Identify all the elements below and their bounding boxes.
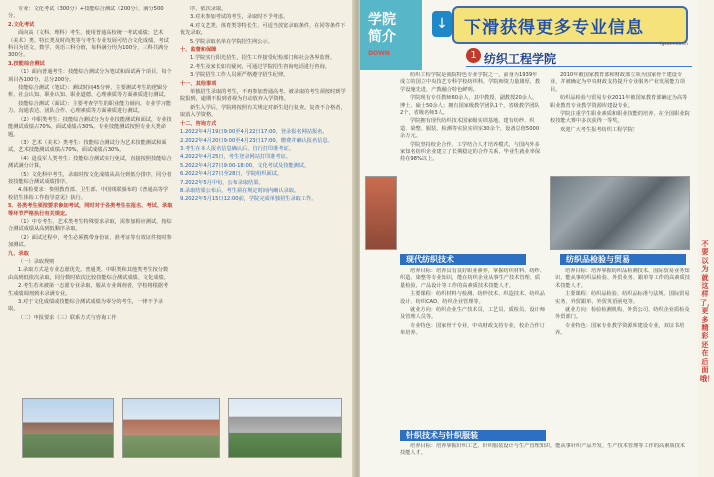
left-col2-para: 1.2022年4月19日9:00至4月22日17:00，登录报名网站报名。 [180, 129, 328, 136]
section-tab-line2: 简介 [368, 29, 396, 45]
left-column-2 [180, 6, 348, 386]
left-col2-para: 序，依次录取。 [190, 6, 227, 12]
tech-text-para: 就业方向：纺织企业生产技术员、工艺员、质检员、设计师及管理人员等。 [400, 307, 545, 321]
left-col1-para: （5）文化科中考生，录取时按文化成绩从高分到低分排序，同分者按技能综合测试成绩排序。 [8, 171, 172, 185]
left-col2-para: 7.2022年5月中旬，公布录取结果。 [180, 179, 264, 186]
left-col1-para: 九、录取 [8, 250, 29, 257]
left-col2-para: 十一、其他事项 [180, 80, 217, 87]
left-col1-para: 4.体检要求：参照教育部、卫生部、中国残联颁布的《普通高等学校招生体检工作指导意见》执行。 [8, 187, 169, 201]
left-col2-para: 单独招生录取的考生，不再参加普通高考。被录取的考生须按时到学院报到，逾期不报到者视为自动放弃入学资格。 [180, 89, 346, 103]
left-col2-para: 5.学院录取名单在学院招生网公示。 [190, 38, 273, 45]
left-col2-para: 4.对文艺类、体育类等特长生，可适当放宽录取条件，在同等条件下优先录取。 [180, 22, 346, 37]
design-text-para: 专业特色：国家专业教学资源库建设专业，双证书培养。 [555, 322, 685, 337]
section-tab-title [368, 12, 396, 46]
left-col1-para: 3.技能综合测试 [8, 60, 45, 67]
left-col1-para: （2）中职类考生：技能综合测试分为专业技能测试和面试，专业技能测试成绩占70%，面试成绩占30%。专业技能测试按照专业大类命题。 [8, 116, 172, 138]
college-logo-icon: 1 [466, 48, 481, 63]
left-col2-para: 8.录取结果公布后，考生须在规定时间内确认录取。 [180, 187, 300, 194]
left-col1-para: （4）退役军人类考生：技能综合测试实行免试，直接按照技能综合测试满分计算。 [8, 155, 172, 170]
left-col1-para: 技能综合测试（面试）：主要考查学生的职业能力倾向、专业学习能力、沟通表达、团队合作、心理素质等方面素质进行测试。 [8, 100, 172, 115]
campus-photo-2 [122, 398, 220, 458]
left-col1-para: 5．各类考生须按要求参加考试，同时对于各类考生在报名、考试、录取等环节严格执行有关规定。 [8, 203, 173, 217]
intro-column-right [550, 72, 690, 184]
left-col2-para: 5.2022年4月27日9:00-18:00，文化考试及技能测试。 [180, 162, 310, 169]
tech-text-para: 专业特色：国家骨干专业，中央财政支持专业，校企合作订单培养。 [400, 322, 545, 337]
left-col2-para: 9.2022年5月15日12:00前，学院完成单独招生录取工作。 [180, 196, 317, 203]
left-page [0, 0, 355, 477]
school-url: fgcat.edu.cn [660, 42, 689, 47]
left-col1-para: 2.考生若未被第一志愿专业录取，服从专业调剂者，学校将根据考生成绩调剂到未录满专业。 [8, 283, 169, 297]
left-col1-para: （二）申报要求（三）联系方式与咨询工作 [18, 314, 117, 321]
college-name: 纺织工程学院 [484, 52, 557, 66]
design-text-para: 培养目标：培养掌握纺织品检测技术、国际贸易业务知识，能从事纺织品检验、外贸业务、跟单等工作的高素质技术技能人才。 [555, 268, 690, 289]
banner-text: 下滑获得更多专业信息 [464, 18, 644, 38]
section-tab-line1: 学院 [368, 12, 396, 28]
knit-text [400, 443, 690, 473]
design-text-para: 就业方向：检验检测机构、外贸公司、纺织企业质检及外贸部门。 [555, 307, 690, 321]
right-intro-right-para: 2010年被国家教育部和财政部立项为国家骨干建设专业，并被确定为中央财政支持提升专业服务产业发展能力项目。 [550, 72, 685, 93]
left-col1-para: （1）面向普通考生：技能综合测试分为笔试和面试两个项目，每个项目各100分，总分200分。 [8, 69, 172, 83]
right-intro-left-para: 学院拥有现代纺织技术国家级实训基地，建有纺纱、织造、染整、服装、检测等实验实训室30余个，设备总值5000余万元。 [400, 118, 540, 140]
section-header-design: 纺织品检验与贸易 [560, 254, 686, 265]
left-col1-para: （2）面试过程中，考生必须携带身份证、准考证等有效证件按时参加测试。 [8, 234, 172, 249]
title-divider [466, 66, 692, 67]
design-text-para: 主要课程：纺织品检验、纺织品标准与法规、国际贸易实务、外贸跟单、外贸英语函电等。 [555, 291, 690, 305]
tech-text-para: 培养目标：培养具有良好职业素养，掌握纺织材料、纺纱、织造、染整等专业知识，能在纺织企业从事生产技术管理、质量检验、产品设计等工作的高素质技术技能人才。 [400, 268, 545, 289]
section-header-tech: 现代纺织技术 [400, 254, 526, 265]
left-col1-para: （一）录取规则 [18, 259, 55, 265]
tech-text [400, 268, 545, 414]
left-column-1 [8, 6, 173, 392]
left-col2-para: 新生入学后，学院将按照有关规定对新生进行复查。复查不合格者，取消入学资格。 [180, 104, 346, 119]
right-intro-left-para: 学院现有专任教师60余人，其中教授、副教授20余人，博士、硕士50余人；拥有国家级教学团队1个，省级教学团队2个，省级名师3人。 [400, 95, 540, 117]
left-col1-para: 面向高（文科、理科）考生，使用普通高校统一考试成绩；艺术（美术）类、特长类及时尚类等与考生专业发展可结合文化成绩，考试科目为语文、数学、英语三科分值，每科满分均为100分，三科共满分300分。 [8, 30, 169, 59]
left-col1-para: （1）中专考生、艺术类考生特殊要求录取，需参加相应测试，按综合测试成绩从高到低顺序录取。 [8, 218, 172, 233]
right-intro-left-para: 学院坚持校企合作、工学结合人才培养模式，与国内外多家知名纺织企业建立了长期稳定的合作关系，毕业生就业率保持在98%以上。 [400, 141, 541, 163]
design-text [555, 268, 690, 414]
left-col1-para: 技能综合测试（笔试）：测试时间45分钟，主要测试考生的逻辑分析、社会认知、职业认知、职业道德、心理素质等方面素质进行测试。 [8, 85, 169, 99]
right-intro-right-para: 纺织品检验与贸易专业2011年被国家教育部确定为高等职业教育专业教学资源库建设专业。 [550, 95, 688, 109]
left-col1-para: 专业：文化考试（300分）+技能综合测试（200分），满分500分。 [8, 6, 164, 20]
left-col2-para: 十、监督和保障 [180, 47, 217, 54]
section-header-knit: 针织技术与针织服装 [400, 430, 546, 441]
left-col2-para: 4.2022年4月25日，考生登录网站打印准考证。 [180, 154, 292, 161]
left-col2-para: 3.对未参加考试的考生，录取时不予考虑。 [190, 14, 289, 21]
left-col2-para: 2.2022年4月20日9:00至4月23日17:00，缴费并确认报名信息。 [180, 137, 333, 144]
left-col1-para: （3）艺术（美术）类考生：技能综合测试分为艺术技能测试和面试。艺术技能测试成绩占70%，面试成绩占30%。 [8, 139, 167, 154]
lab-photo [550, 176, 690, 250]
left-col2-para: 3.考生在本人报名信息确认后，自行打印准考证。 [180, 145, 294, 152]
left-col2-para: 十二、咨询方式 [180, 120, 217, 127]
down-arrow-icon: ↓ [432, 11, 452, 37]
page-edge [698, 0, 714, 477]
intro-column-left [400, 72, 542, 184]
tech-text-para: 主要课程：纺织材料与检测、纺纱技术、织造技术、纺织品设计、纺织CAD、纺织企业管理等。 [400, 291, 545, 305]
left-col1-para: 3.对于文化成绩或技能综合测试成绩为零分的考生，一律不予录取。 [8, 299, 164, 313]
right-intro-right-para: 学院注重学生职业素质和职业技能的培养，在全国职业院校技能大赛中多次获得一等奖。 [550, 111, 690, 125]
students-photo [365, 176, 397, 250]
down-label: DOWN [368, 50, 390, 57]
left-col2-para: 3.学院招生工作人员须严格遵守招生纪律。 [190, 72, 289, 79]
campus-photo-3 [228, 398, 342, 458]
campus-photo-1 [22, 398, 114, 458]
left-col2-para: 2.考生及家长如有疑问，可通过学院招生咨询电话进行咨询。 [190, 63, 330, 70]
vertical-promo-text: 不要以为就这样了，更多精彩还在后面哦！ [700, 240, 714, 383]
left-col1-para: 1.录取方式是专业志愿优先。普通类、中职类和其他类考生按分数由高到低依次录取，同分数时依次比较技能综合测试成绩、文化成绩。 [8, 267, 169, 281]
knit-text-para: 培养目标：培养掌握针织工艺、针织服装设计与生产管理知识，能从事针织产品开发、生产技术管理等工作的高素质技术技能人才。 [400, 443, 685, 457]
right-intro-left-para: 纺织工程学院是我院特色专业学院之一，前身为1939年成立的国立中央技艺专科学校纺织科，学院师资力量雄厚，教学设施先进，产教融合特色鲜明。 [400, 72, 541, 93]
scroll-banner [436, 6, 688, 44]
left-col2-para: 6.2022年4月27日至28日，学院组织面试。 [180, 171, 283, 178]
left-col1-para: 2.文化考试 [8, 21, 35, 28]
left-col2-para: 1.学院实行阳光招生，招生工作接受纪检部门和社会各界监督。 [190, 55, 336, 62]
section-tab [360, 0, 422, 70]
right-intro-right-para: 欢迎广大考生报考纺织工程学院！ [560, 126, 638, 133]
